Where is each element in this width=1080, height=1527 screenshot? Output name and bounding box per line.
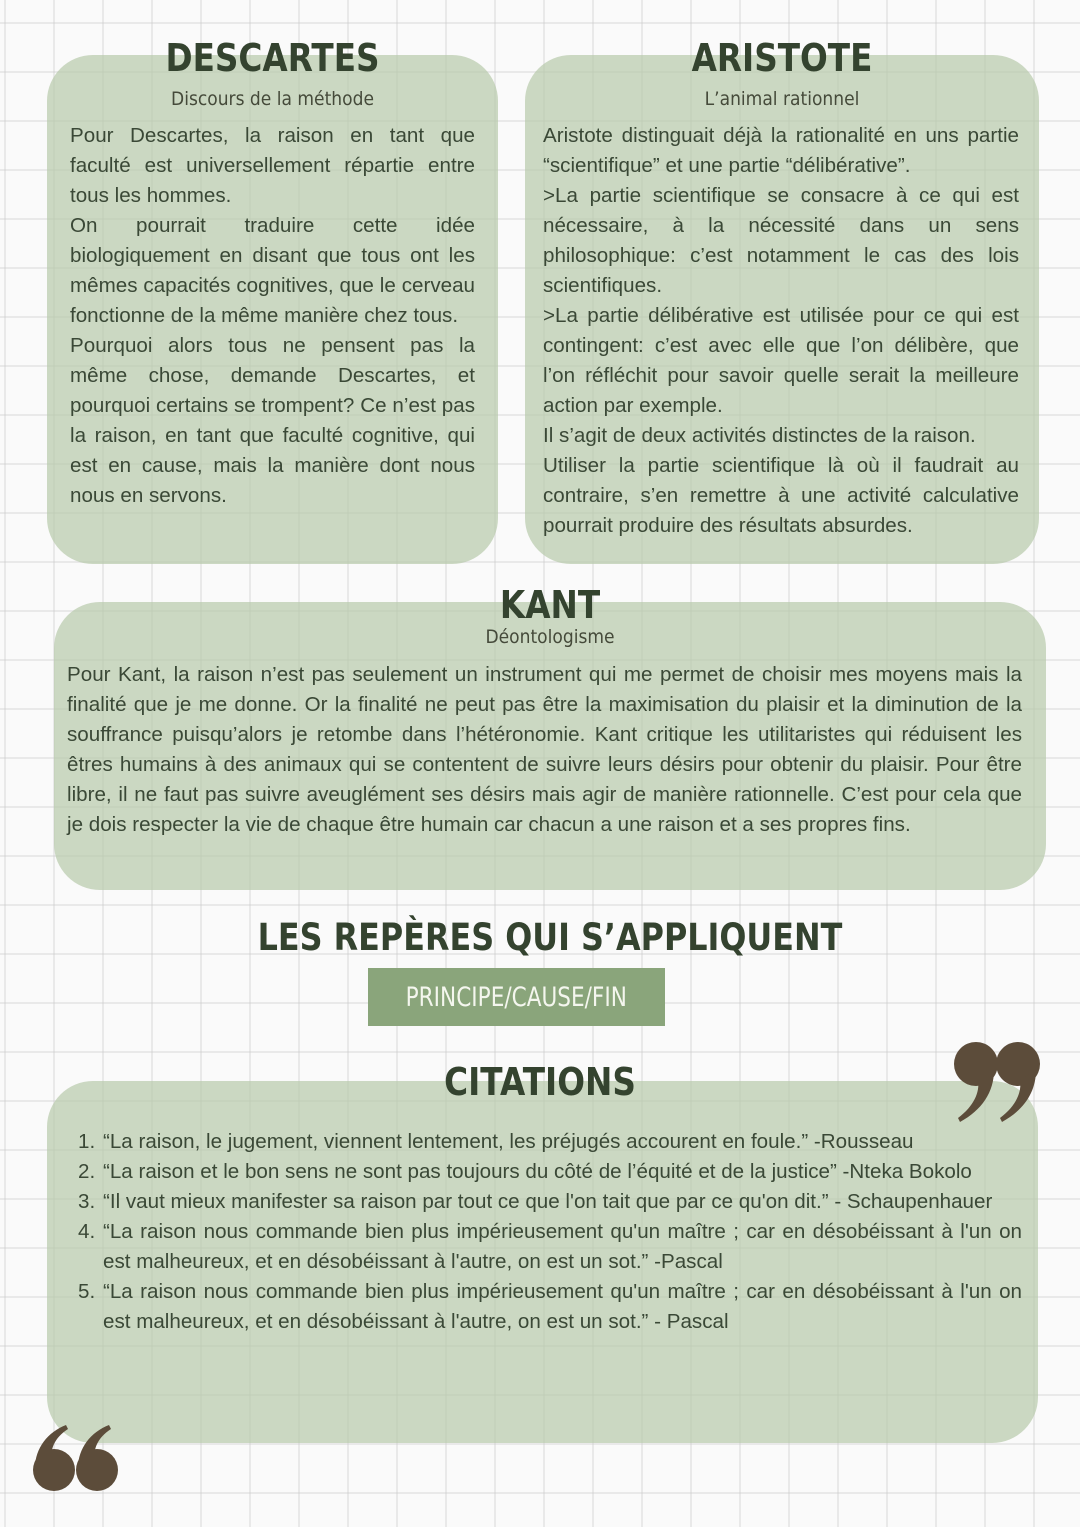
- citation-number: 4.: [78, 1220, 96, 1243]
- close-quote-icon-svg: [948, 1030, 1048, 1130]
- citations-list: [78, 1127, 1022, 1337]
- citation-number: 2.: [78, 1160, 96, 1183]
- kant-text: Pour Kant, la raison n’est pas seulement un instrument qui me permet de choisir mes moyens mais la finalité que je me donne. Or la finalité ne peut pas être la maximisation du plaisir et la diminution de la souffrance puisqu’alors je retombe dans l’hétéronomie. Kant critique les utilitaristes qui réduisent les êtres humains à des animaux qui se contentent de suivre leurs désirs pour obtenir du plaisir. Pour être libre, il ne faut pas suivre aveuglément ses désirs mais agir de manière rationnelle. C’est pour cela que je dois respecter la vie de chaque être humain car chacun a une raison et a ses propres fins.: [67, 663, 1022, 836]
- reperes-title: LES REPÈRES QUI S’APPLIQUENT: [257, 916, 843, 959]
- kant-subtitle: Déontologisme: [485, 626, 615, 648]
- aristote-paragraph: >La partie scientifique se consacre à ce qui est nécessaire, à la nécessité dans un sens philosophique: c’est notamment le cas des lois scientifiques.: [543, 184, 1019, 297]
- citation-text: “La raison nous commande bien plus impérieusement qu'un maître ; car en désobéissant à l'un on est malheureux, et en désobéissant à l'autre, on est un sot.” - Pascal: [103, 1280, 1022, 1333]
- citation-item: [78, 1127, 1022, 1157]
- citation-number: 1.: [78, 1130, 96, 1153]
- citation-text: “La raison, le jugement, viennent lentement, les préjugés accourent en foule.” -Rousseau: [103, 1130, 914, 1153]
- citation-item: [78, 1157, 1022, 1187]
- aristote-paragraph: Utiliser la partie scientifique là où il faudrait au contraire, s’en remettre à une activité calculative pourrait produire des résultats absurdes.: [543, 454, 1019, 537]
- citation-item: [78, 1217, 1022, 1277]
- citation-number: 5.: [78, 1280, 96, 1303]
- citation-text: “La raison nous commande bien plus impérieusement qu'un maître ; car en désobéissant à l'un on est malheureux, et en désobéissant à l'autre, on est un sot.” -Pascal: [103, 1220, 1022, 1273]
- citations-title: CITATIONS: [444, 1060, 636, 1104]
- citation-number: 3.: [78, 1190, 96, 1213]
- reperes-badge: [368, 968, 665, 1026]
- descartes-paragraph: Pour Descartes, la raison en tant que faculté est universellement répartie entre tous les hommes.: [70, 124, 475, 207]
- citation-item: [78, 1187, 1022, 1217]
- descartes-title: DESCARTES: [165, 36, 380, 80]
- aristote-paragraph: >La partie délibérative est utilisée pour ce qui est contingent: c’est avec elle que l’on délibère, que l’on réfléchit pour savoir quelle serait la meilleure action par exemple.: [543, 304, 1019, 417]
- aristote-paragraph: Aristote distinguait déjà la rationalité en uns partie “scientifique” et une partie “délibérative”.: [543, 124, 1019, 177]
- open-quote-icon: [30, 1422, 125, 1497]
- citation-item: [78, 1277, 1022, 1337]
- aristote-text: [543, 121, 1019, 541]
- reperes-badge-label: PRINCIPE/CAUSE/FIN: [405, 981, 628, 1013]
- descartes-text: [70, 121, 475, 511]
- descartes-subtitle: Discours de la méthode: [171, 88, 374, 110]
- aristote-paragraph: Il s’agit de deux activités distinctes de la raison.: [543, 424, 976, 447]
- open-quote-icon-svg: [30, 1422, 125, 1497]
- citation-text: “Il vaut mieux manifester sa raison par tout ce que l'on tait que par ce qu'on dit.” - Schaupenhauer: [103, 1190, 993, 1213]
- citation-text: “La raison et le bon sens ne sont pas toujours du côté de l’équité et de la justice” -Nteka Bokolo: [103, 1160, 972, 1183]
- kant-title: KANT: [499, 583, 601, 627]
- descartes-paragraph: On pourrait traduire cette idée biologiquement en disant que tous ont les mêmes capacités cognitives, que le cerveau fonctionne de la même manière chez tous.: [70, 214, 475, 327]
- close-quote-icon: [948, 1030, 1048, 1130]
- descartes-paragraph: Pourquoi alors tous ne pensent pas la même chose, demande Descartes, et pourquoi certains se trompent? Ce n’est pas la raison, en tant que faculté cognitive, qui est en cause, mais la manière dont nous nous en servons.: [70, 334, 475, 507]
- aristote-subtitle: L’animal rationnel: [704, 88, 860, 110]
- aristote-title: ARISTOTE: [691, 36, 873, 80]
